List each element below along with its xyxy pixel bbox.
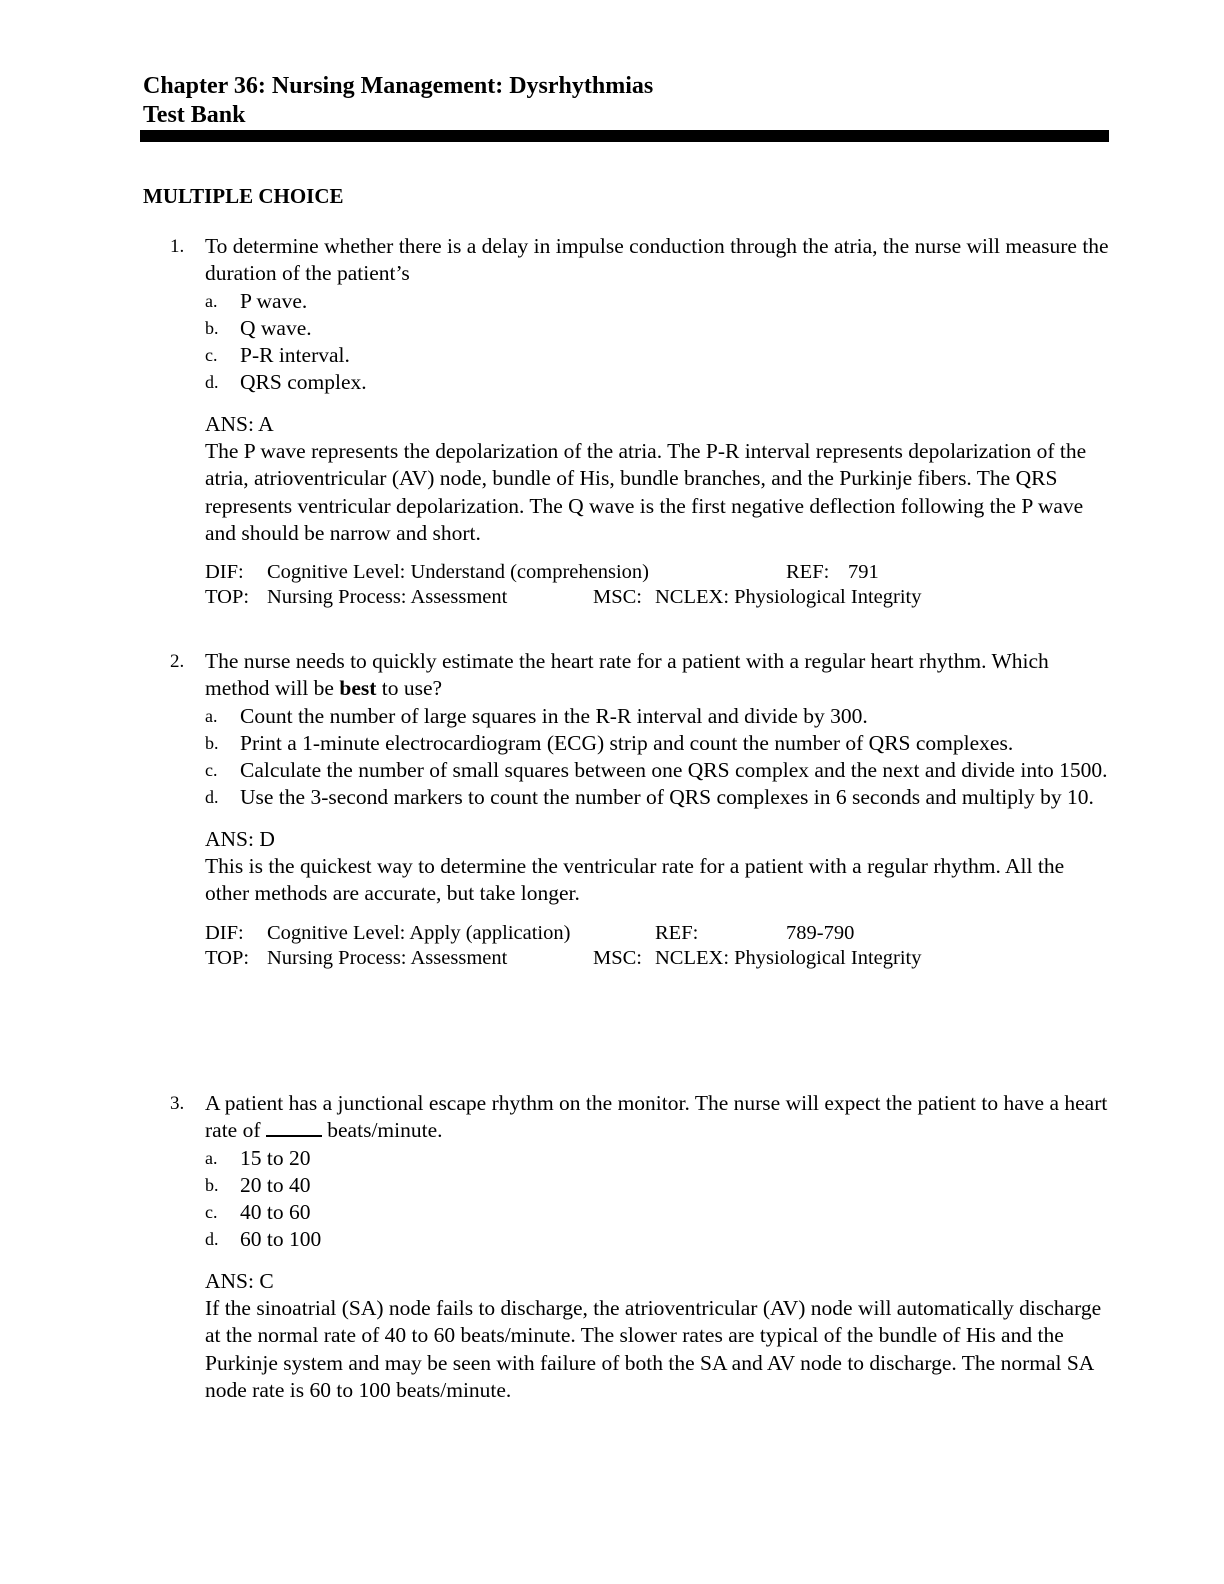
question-stem [143,1090,1109,1145]
choice-letter: a. [205,1147,218,1168]
question-stem [143,233,1109,288]
msc-label: MSC: [593,586,642,609]
choice-text: 40 to 60 [240,1200,311,1225]
choice-list [143,703,1109,812]
choice-letter: d. [205,372,219,393]
choice-letter: b. [205,317,219,338]
ref-value: 791 [848,561,879,584]
choice-list [143,1145,1109,1254]
choice-c [143,342,1109,369]
choice-letter: c. [205,345,218,366]
question-text-end: beats/minute. [321,1118,443,1143]
choice-text: Count the number of large squares in the R-R interval and divide by 300. [240,703,868,728]
msc-value: NCLEX: Physiological Integrity [655,946,922,969]
choice-letter: d. [205,787,219,808]
choice-letter: b. [205,1174,219,1195]
choice-text: QRS complex. [240,370,367,395]
top-label: TOP: [205,586,250,609]
question-2 [143,648,1109,971]
choice-list [143,288,1109,397]
choice-b [143,315,1109,342]
meta-row-dif [205,921,1109,946]
answer-key: ANS: D [205,826,275,851]
top-value: Nursing Process: Assessment [267,946,508,969]
choice-letter: d. [205,1229,219,1250]
meta-row-top [205,946,1109,971]
question-metadata [143,921,1109,971]
question-number: 3. [170,1093,185,1114]
meta-row-dif [205,560,1109,585]
choice-text: 15 to 20 [240,1145,311,1170]
rationale: If the sinoatrial (SA) node fails to discharge, the atrioventricular (AV) node will automatically discharge at the normal rate of 40 to 60 beats/minute. The slower rates are typical of the bundle of His and the Purkinje system and may be seen with failure of both the SA and AV node to discharge. The normal SA node rate is 60 to 100 beats/minute. [205,1296,1102,1402]
choice-text: 60 to 100 [240,1227,322,1252]
emphasis-word: best [339,676,377,701]
choice-text: P-R interval. [240,343,350,368]
choice-c [143,757,1109,784]
question-text: The nurse needs to quickly estimate the heart rate for a patient with a regular heart rhythm. Which method will be [205,649,1049,701]
rationale: This is the quickest way to determine the ventricular rate for a patient with a regular rhythm. All the other methods are accurate, but take longer. [205,854,1065,906]
choice-letter: c. [205,760,218,781]
choice-text: 20 to 40 [240,1172,311,1197]
choice-d [143,369,1109,396]
header-rule [140,130,1109,142]
question-number: 2. [170,651,185,672]
question-text: To determine whether there is a delay in impulse conduction through the atria, the nurse will measure the duration of the patient’s [205,234,1109,286]
choice-text: Print a 1-minute electrocardiogram (ECG) strip and count the number of QRS complexes. [240,730,1014,755]
question-metadata [143,560,1109,610]
choice-b [143,1172,1109,1199]
answer-block [143,1268,1109,1404]
question-text-end: to use? [376,676,443,701]
choice-text: Calculate the number of small squares between one QRS complex and the next and divide into 1500. [240,758,1108,783]
answer-key: ANS: A [205,411,274,436]
answer-block [143,826,1109,908]
answer-key: ANS: C [205,1268,274,1293]
choice-text: Use the 3-second markers to count the number of QRS complexes in 6 seconds and multiply by 10. [240,785,1094,810]
ref-label: REF: [655,921,699,944]
question-number: 1. [170,236,185,257]
answer-blank [266,1117,322,1137]
top-value: Nursing Process: Assessment [267,586,508,609]
document-title: Chapter 36: Nursing Management: Dysrhythmias [143,73,654,99]
choice-b [143,730,1109,757]
section-heading: MULTIPLE CHOICE [143,184,344,208]
rationale: The P wave represents the depolarization of the atria. The P-R interval represents depolarization of the atria, atrioventricular (AV) node, bundle of His, bundle branches, and the Purkinje fibers. The QRS represents ventricular depolarization. The Q wave is the first negative deflection following the P wave and should be narrow and short. [205,439,1087,545]
choice-text: Q wave. [240,315,312,340]
document-header [143,72,1109,130]
msc-value: NCLEX: Physiological Integrity [655,586,922,609]
question-stem [143,648,1109,703]
choice-a [143,703,1109,730]
meta-row-top [205,585,1109,610]
choice-text: P wave. [240,288,308,313]
msc-label: MSC: [593,946,642,969]
question-text: A patient has a junctional escape rhythm on the monitor. The nurse will expect the patient to have a heart rate of [205,1091,1108,1143]
choice-letter: c. [205,1202,218,1223]
choice-d [143,784,1109,811]
choice-letter: b. [205,732,219,753]
answer-block [143,411,1109,547]
question-3 [143,1090,1109,1404]
dif-label: DIF: [205,921,244,944]
dif-value: Cognitive Level: Understand (comprehension) [267,561,649,584]
question-1 [143,233,1109,610]
choice-letter: a. [205,705,218,726]
choice-a [143,288,1109,315]
choice-a [143,1145,1109,1172]
ref-label: REF: [786,561,830,584]
dif-value: Cognitive Level: Apply (application) [267,921,571,944]
dif-label: DIF: [205,561,244,584]
choice-letter: a. [205,290,218,311]
top-label: TOP: [205,946,250,969]
choice-c [143,1199,1109,1226]
choice-d [143,1226,1109,1253]
ref-value: 789-790 [786,921,855,944]
document-subtitle: Test Bank [143,102,246,128]
